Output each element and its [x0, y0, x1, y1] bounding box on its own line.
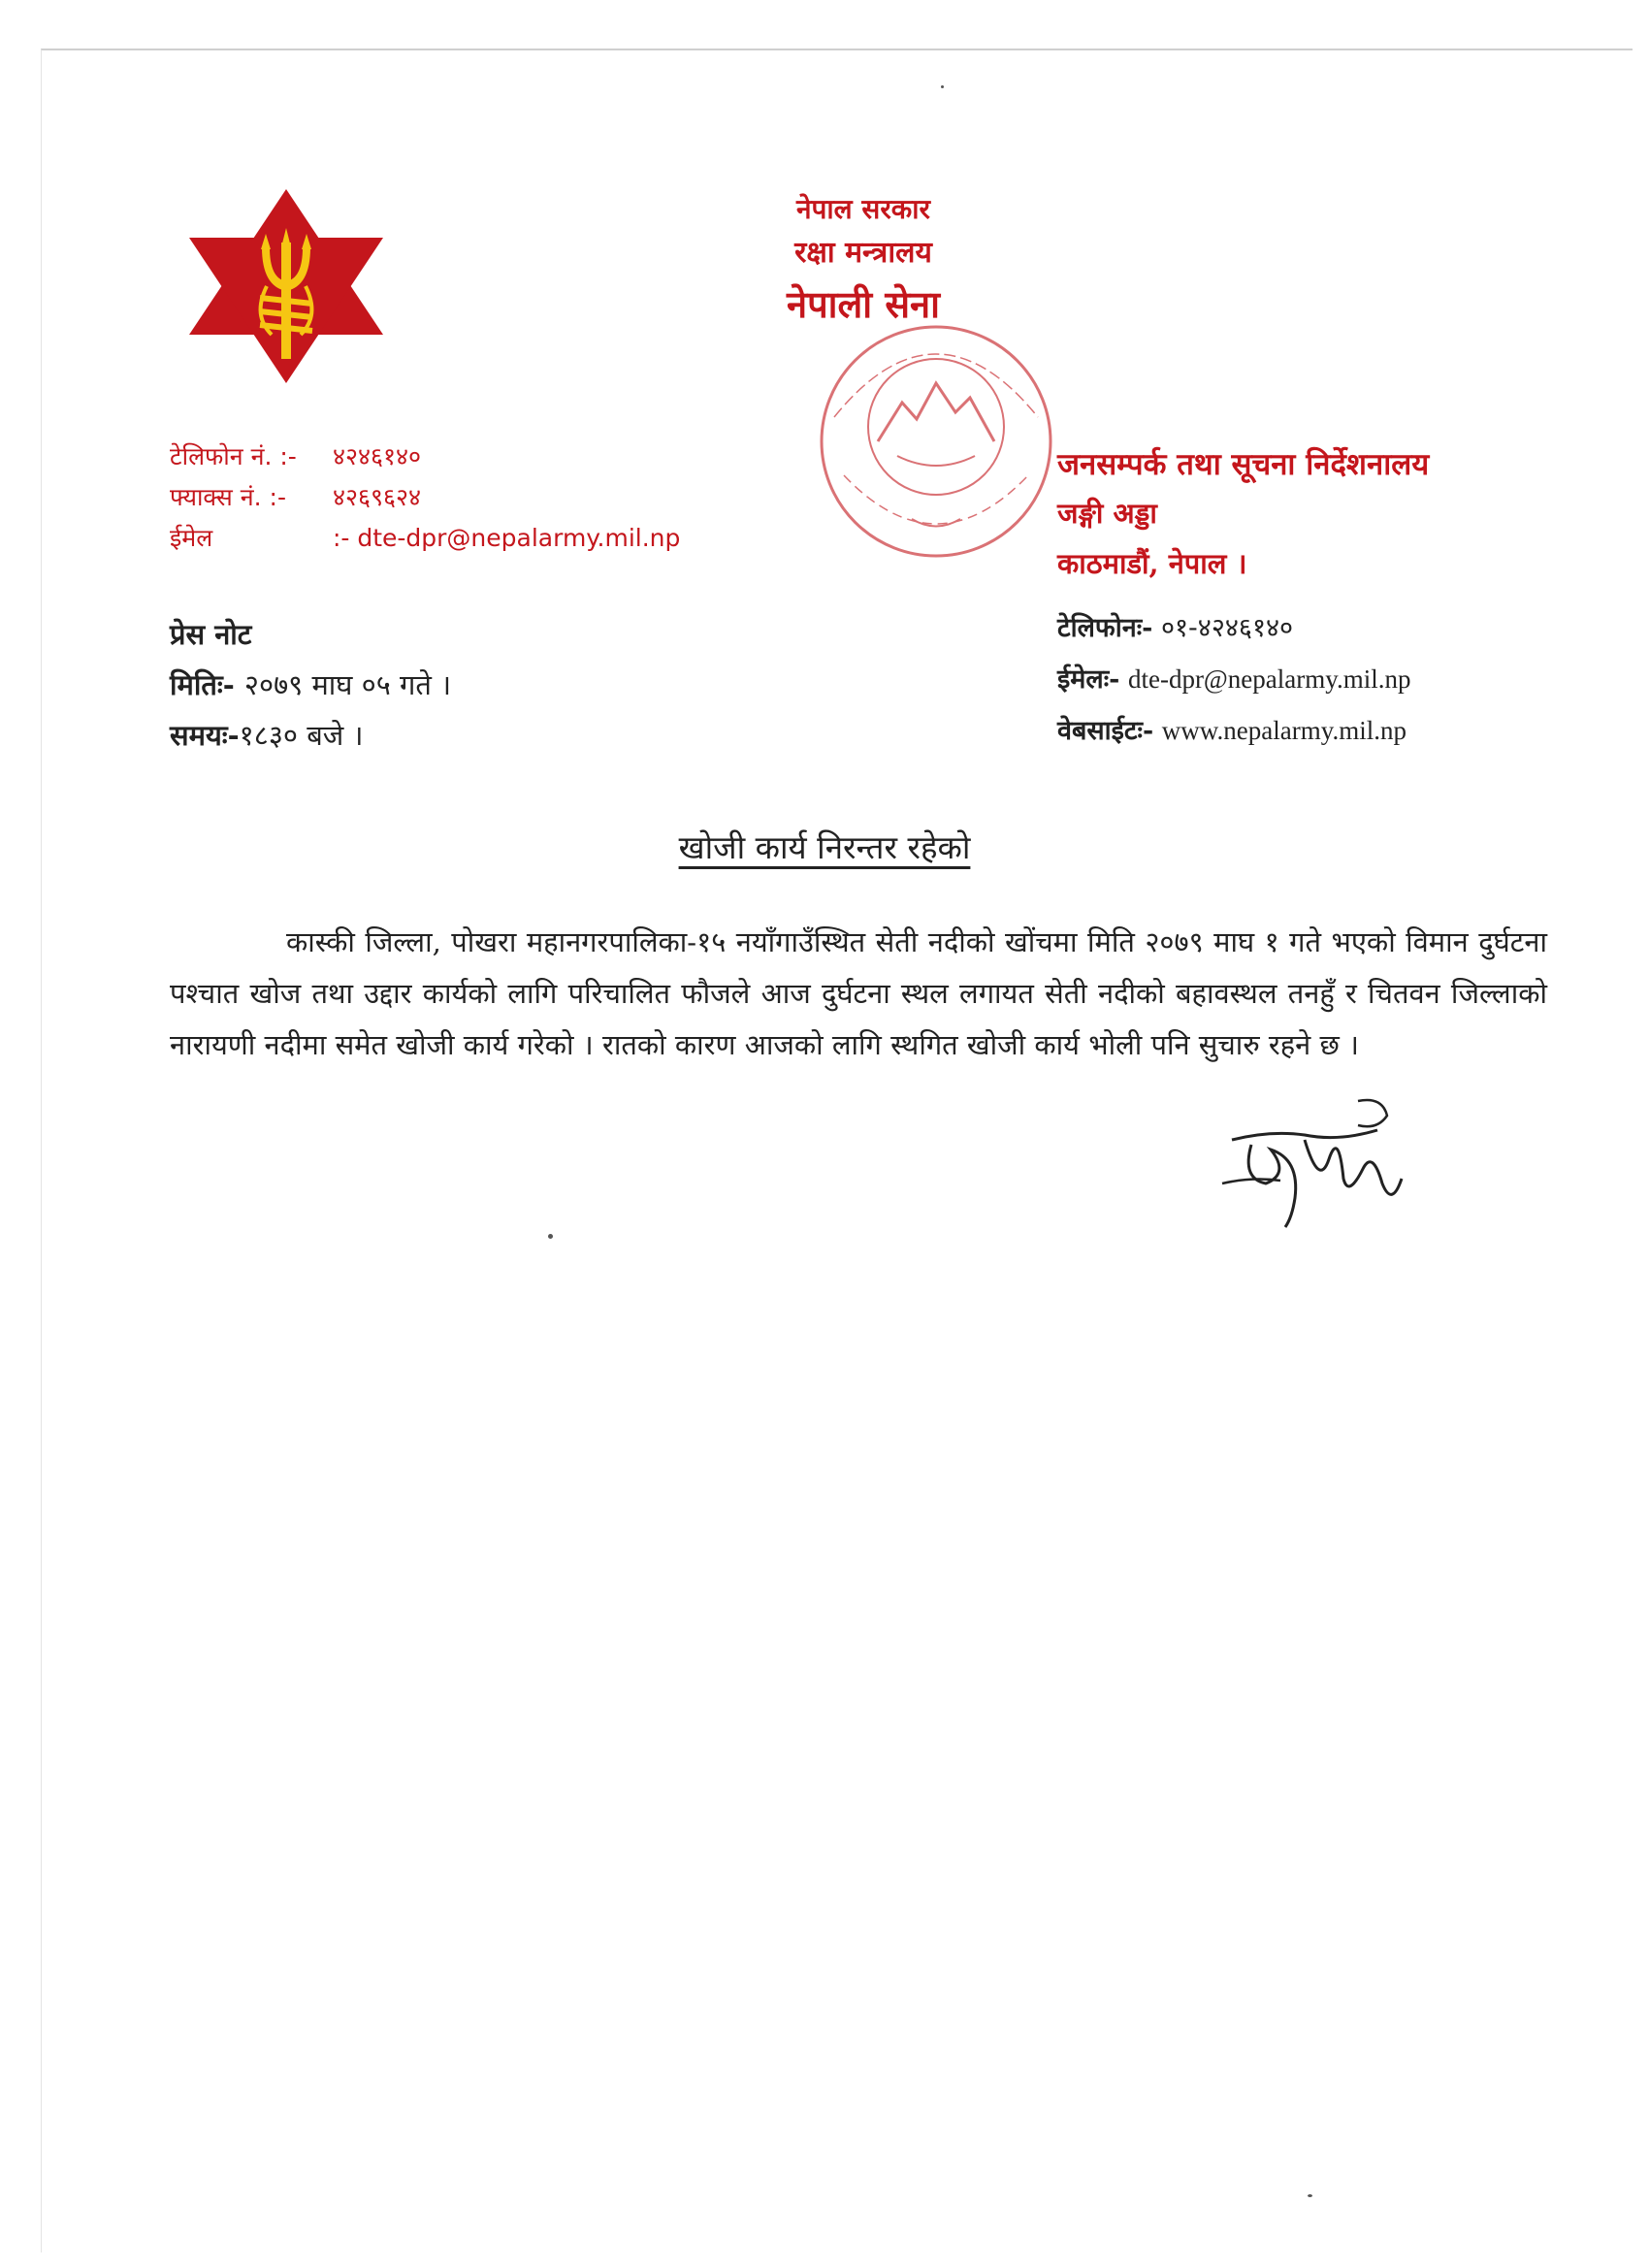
press-time-label: समयः- — [170, 719, 240, 752]
phone-label: टेलिफोन नं. :- — [170, 442, 297, 470]
office-address-line2: काठमाडौं, नेपाल । — [1057, 547, 1247, 580]
office-website-label: वेबसाईटः- — [1057, 716, 1154, 746]
scan-speck — [1308, 2194, 1312, 2197]
fax-row — [170, 477, 680, 518]
fax-value: ४२६९६२४ — [332, 483, 421, 511]
office-name: जनसम्पर्क तथा सूचना निर्देशनालय — [1057, 447, 1430, 482]
headline — [0, 825, 1649, 868]
contact-left — [170, 437, 680, 559]
press-date-label: मितिः- — [170, 668, 235, 701]
office-address — [1057, 441, 1429, 589]
phone-row — [170, 437, 680, 477]
headline-text: खोजी कार्य निरन्तर रहेको — [678, 828, 971, 866]
email-row — [170, 518, 680, 559]
nepal-army-emblem — [184, 189, 388, 383]
body-paragraph: कास्की जिल्ला, पोखरा महानगरपालिका-१५ नयाँगाउँस्थित सेती नदीको खोंचमा मिति २०७९ माघ १ गते भएको विमान दुर्घटना पश्चात खोज तथा उद्दार कार्यको लागि परिचालित फौजले आज दुर्घटना स्थल लगायत सेती नदीको बहावस्थल तनहुँ र चितवन जिल्लाको नारायणी नदीमा समेत खोजी कार्य गरेको । रातको कारण आजको लागि स्थगित खोजी कार्य भोली पनि सुचारु रहने छ । — [170, 925, 1547, 1061]
organization-name: नेपाली सेना — [787, 282, 940, 326]
email-value: :- dte-dpr@nepalarmy.mil.np — [332, 524, 681, 552]
office-email-row — [1057, 654, 1411, 705]
office-contact — [1057, 603, 1411, 757]
scan-speck — [548, 1234, 553, 1239]
signature — [1212, 1091, 1426, 1237]
press-date-row — [170, 660, 451, 710]
press-title: प्रेस नोट — [170, 618, 252, 651]
fax-label: फ्याक्स नं. :- — [170, 483, 286, 511]
office-website-row — [1057, 705, 1411, 757]
press-note-block — [170, 609, 451, 761]
phone-value: ४२४६१४० — [332, 442, 421, 470]
government-name: नेपाल सरकार — [795, 193, 931, 225]
office-address-line1: जङ्गी अड्डा — [1057, 497, 1157, 530]
office-email-value: dte-dpr@nepalarmy.mil.np — [1127, 664, 1411, 694]
office-website-value: www.nepalarmy.mil.np — [1161, 716, 1406, 745]
office-phone-row — [1057, 603, 1411, 654]
press-date-value: २०७९ माघ ०५ गते । — [243, 668, 452, 701]
office-seal-stamp — [805, 310, 1067, 572]
office-phone-label: टेलिफोनः- — [1057, 613, 1153, 643]
ministry-name: रक्षा मन्त्रालय — [794, 236, 932, 270]
email-label: ईमेल — [170, 524, 213, 552]
press-time-row — [170, 710, 451, 761]
office-phone-value: ०१-४२४६१४० — [1160, 613, 1294, 643]
office-email-label: ईमेलः- — [1057, 664, 1120, 695]
scan-speck — [941, 85, 944, 88]
press-time-value: १८३० बजे । — [239, 719, 364, 752]
